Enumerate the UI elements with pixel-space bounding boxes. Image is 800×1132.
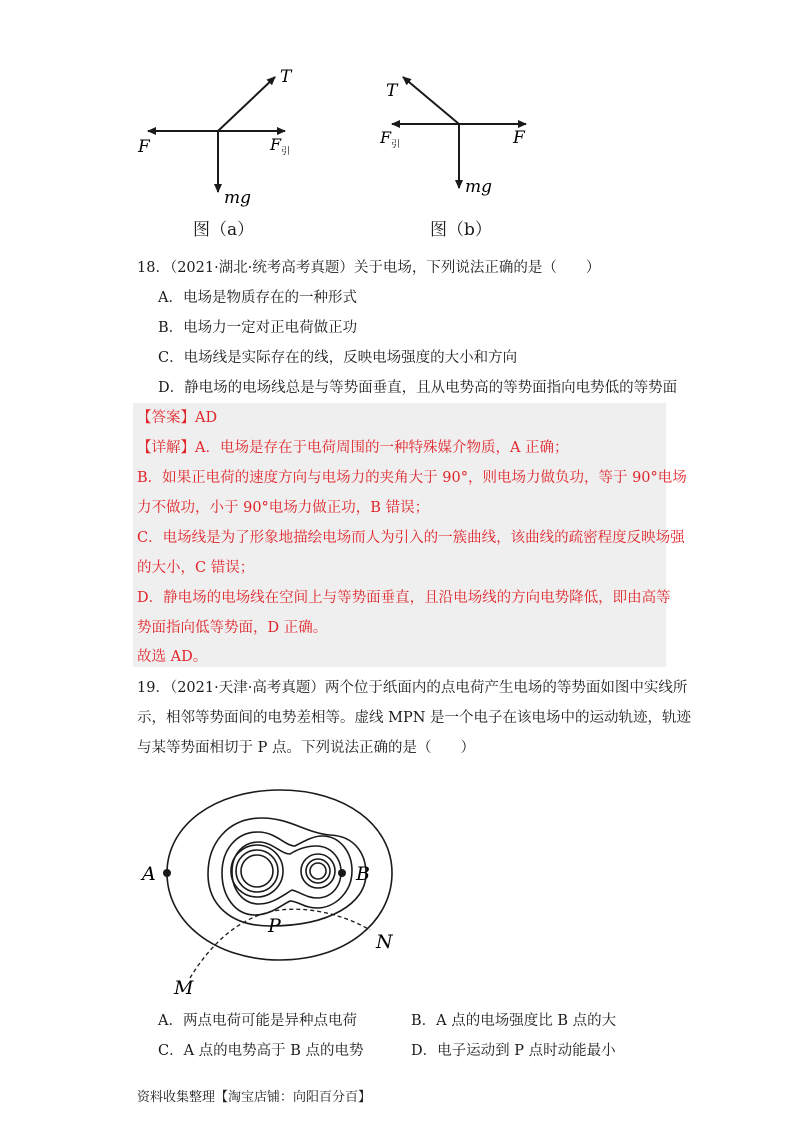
force-diagram-a: [137, 67, 293, 208]
q18-stem: 18．（2021·湖北·统考高考真题）关于电场，下列说法正确的是（ ）: [137, 260, 601, 276]
label-mg-b: mg: [465, 177, 493, 197]
q19-option-a: A．两点电荷可能是异种点电荷: [158, 1013, 357, 1029]
label-F-b: F: [513, 128, 525, 148]
force-diagrams: [0, 0, 800, 250]
detail-text: A．电场是存在于电荷周围的一种特殊媒介物质，A 正确；: [195, 440, 569, 456]
q19-stem-line-2: 示，相邻等势面间的电势差相等。虚线 MPN 是一个电子在该电场中的运动轨迹，轨迹: [137, 710, 692, 726]
q18-detail-line-7: 势面指向低等势面，D 正确。: [137, 620, 328, 636]
point-B-dot: [338, 869, 346, 877]
q19-option-c: C．A 点的电势高于 B 点的电势: [158, 1043, 364, 1059]
label-P: P: [268, 915, 281, 937]
page-footer: 资料收集整理【淘宝店铺：向阳百分百】: [137, 1090, 372, 1105]
label-B: B: [356, 863, 370, 885]
q18-detail-line-4: C．电场线是为了形象地描绘电场而人为引入的一簇曲线，该曲线的疏密程度反映场强: [137, 530, 685, 546]
label-Fpull-sub-b: 引: [391, 140, 401, 150]
q18-option-a: A．电场是物质存在的一种形式: [158, 290, 357, 306]
equipotential-figure: [130, 770, 420, 1000]
label-Fpull-b: F: [380, 128, 392, 147]
q18-detail-line-2: B．如果正电荷的速度方向与电场力的夹角大于 90°，则电场力做负功，等于 90°电场: [137, 470, 687, 486]
answer-value: AD: [195, 410, 218, 426]
label-M: M: [174, 977, 194, 999]
caption-a: 图（a）: [193, 220, 255, 240]
q18-option-c: C．电场线是实际存在的线，反映电场强度的大小和方向: [158, 350, 518, 366]
label-T-b: T: [386, 81, 398, 101]
q18-detail-line-6: D．静电场的电场线在空间上与等势面垂直，且沿电场线的方向电势降低，即由高等: [137, 590, 671, 606]
label-N: N: [376, 931, 393, 953]
q18-option-b: B．电场力一定对正电荷做正功: [158, 320, 358, 336]
label-Fpull-sub-a: 引: [281, 147, 291, 157]
q19-option-d: D．电子运动到 P 点时动能最小: [411, 1043, 616, 1059]
label-F-a: F: [138, 137, 150, 157]
force-diagram-b: [379, 77, 526, 197]
caption-b: 图（b）: [430, 220, 492, 240]
label-mg-a: mg: [224, 188, 252, 208]
q19-stem-line-3: 与某等势面相切于 P 点。下列说法正确的是（ ）: [137, 740, 475, 756]
label-A: A: [142, 863, 156, 885]
label-Fpull-a: F: [270, 135, 282, 154]
q19-option-b: B．A 点的电场强度比 B 点的大: [411, 1013, 617, 1029]
point-A-dot: [163, 869, 171, 877]
q18-detail-line-1: [137, 438, 569, 458]
answer-tag: 【答案】: [137, 410, 195, 426]
q18-detail-line-5: 的大小，C 错误；: [137, 560, 255, 576]
q18-answer: [137, 408, 217, 428]
q18-detail-line-8: 故选 AD。: [137, 649, 208, 665]
q18-option-d: D．静电场的电场线总是与等势面垂直，且从电势高的等势面指向电势低的等势面: [158, 380, 678, 396]
q18-detail-line-3: 力不做功，小于 90°电场力做正功，B 错误；: [137, 500, 430, 516]
label-T-a: T: [280, 67, 292, 87]
q19-stem-line-1: 19．（2021·天津·高考真题）两个位于纸面内的点电荷产生电场的等势面如图中实线所: [137, 680, 688, 696]
detail-tag: 【详解】: [137, 440, 195, 456]
